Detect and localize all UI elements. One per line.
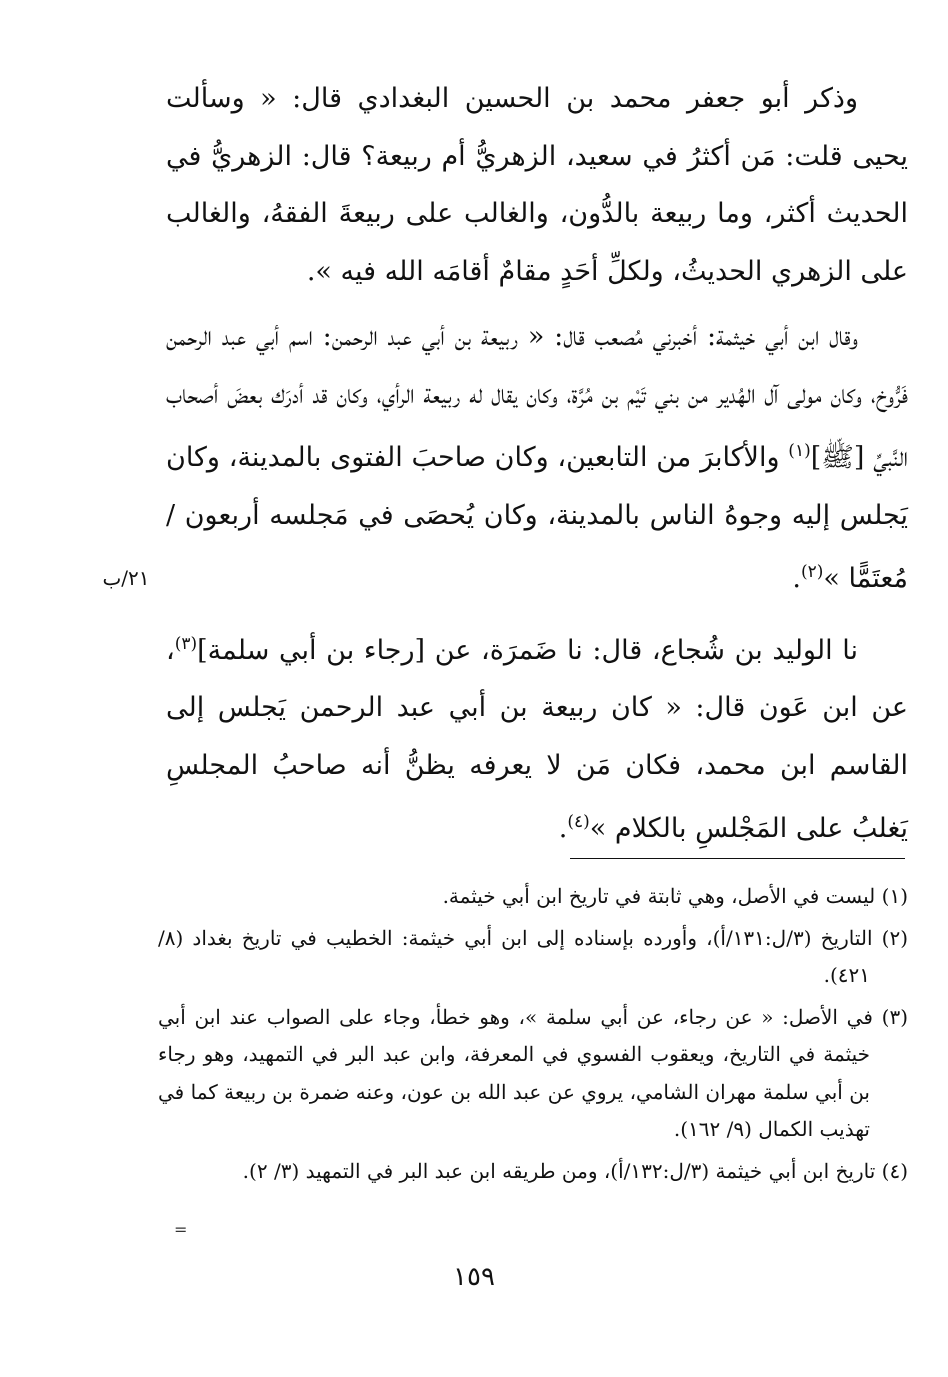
footnote-ref-1: (١)	[788, 441, 811, 461]
footnotes	[158, 878, 908, 1190]
footnote-3: (٣) في الأصل: « عن رجاء، عن أبي سلمة »، وهو خطأ، وجاء على الصواب عند ابن أبي خيثمة في التاريخ، ويعقوب الفسوي في المعرفة، وابن عبد البر في التمهيد، وهو رجاء بن أبي سلمة مهران الشامي، يروي عن عبد الله بن عون، وعنه ضمرة بن ربيعة كما في تهذيب الكمال (٩/ ١٦٢).	[158, 1004, 908, 1141]
footnote-4: (٤) تاريخ ابن أبي خيثمة (٣/ل:١٣٢/أ)، ومن طريقه ابن عبد البر في التمهيد (٣/ ٢).	[242, 1158, 908, 1183]
footnote-1: (١) ليست في الأصل، وهي ثابتة في تاريخ ابن أبي خيثمة.	[442, 884, 908, 908]
paragraph-text-continued: والأكابرَ من التابعين، وكان صاحبَ الفتوى بالمدينة، وكان يَجلس إليه وجوهُ الناس بالمدينة، وكان يُحصَى في مَجلسه أربعون / مُعتَمًّا »	[166, 442, 908, 594]
paragraph-text: وقال ابن أبي خيثمة: أخبرني مُصعب قال: « ربيعة بن أبي عبد الرحمن: اسم أبي عبد الرحمن فَرُّوخ، وكان مولى آل الهُدير من بني تَيْم بن مُرَّة، وكان يقال له ربيعة الرأي، وكان قد أدرَك بعضَ أصحاب النَّبيِّ [ﷺ]	[166, 321, 908, 473]
paragraph-text: وذكر أبو جعفر محمد بن الحسين البغدادي قال: « وسألت يحيى قلت: مَن أكثرُ في سعيد، الزهريُّ أم ربيعة؟ قال: الزهريُّ في الحديث أكثر، وما ربيعة بالدُّون، والغالب على ربيعةَ الفقهُ، والغالب على الزهري الحديثُ، ولكلِّ أحَدٍ مقامٌ أقامَه الله فيه ».	[166, 83, 908, 287]
footnote-ref-2: (٢)	[801, 562, 824, 582]
main-text	[166, 70, 908, 858]
manuscript-folio-note: ٢١/ب	[102, 566, 150, 590]
paragraph-2	[166, 308, 908, 608]
paragraph-end: .	[558, 813, 568, 844]
page-number: ١٥٩	[453, 1262, 495, 1292]
paragraph-end: .	[792, 563, 801, 594]
footnote-ref-4: (٤)	[567, 812, 590, 832]
paragraph-1	[166, 70, 908, 300]
footnote-separator	[570, 858, 905, 859]
paragraph-text: نا الوليد بن شُجاع، قال: نا ضَمرَة، عن [رجاء بن أبي سلمة]	[197, 634, 858, 666]
continuation-mark: =	[174, 1220, 188, 1239]
paragraph-3	[166, 616, 908, 858]
footnote-ref-3: (٣)	[174, 633, 198, 654]
paragraph-text-continued: ، عن ابن عَون قال: « كان ربيعة بن أبي عبد الرحمن يَجلس إلى القاسم ابن محمد، فكان مَن لا يعرفه يظنُّ أنه صاحبُ المجلسِ يَغلبُ على المَجْلسِ بالكلام »	[166, 634, 908, 844]
footnote-2: (٢) التاريخ (٣/ل:١٣١/أ)، وأورده بإسناده إلى ابن أبي خيثمة: الخطيب في تاريخ بغداد (٨/ ٤٢١).	[158, 925, 908, 987]
